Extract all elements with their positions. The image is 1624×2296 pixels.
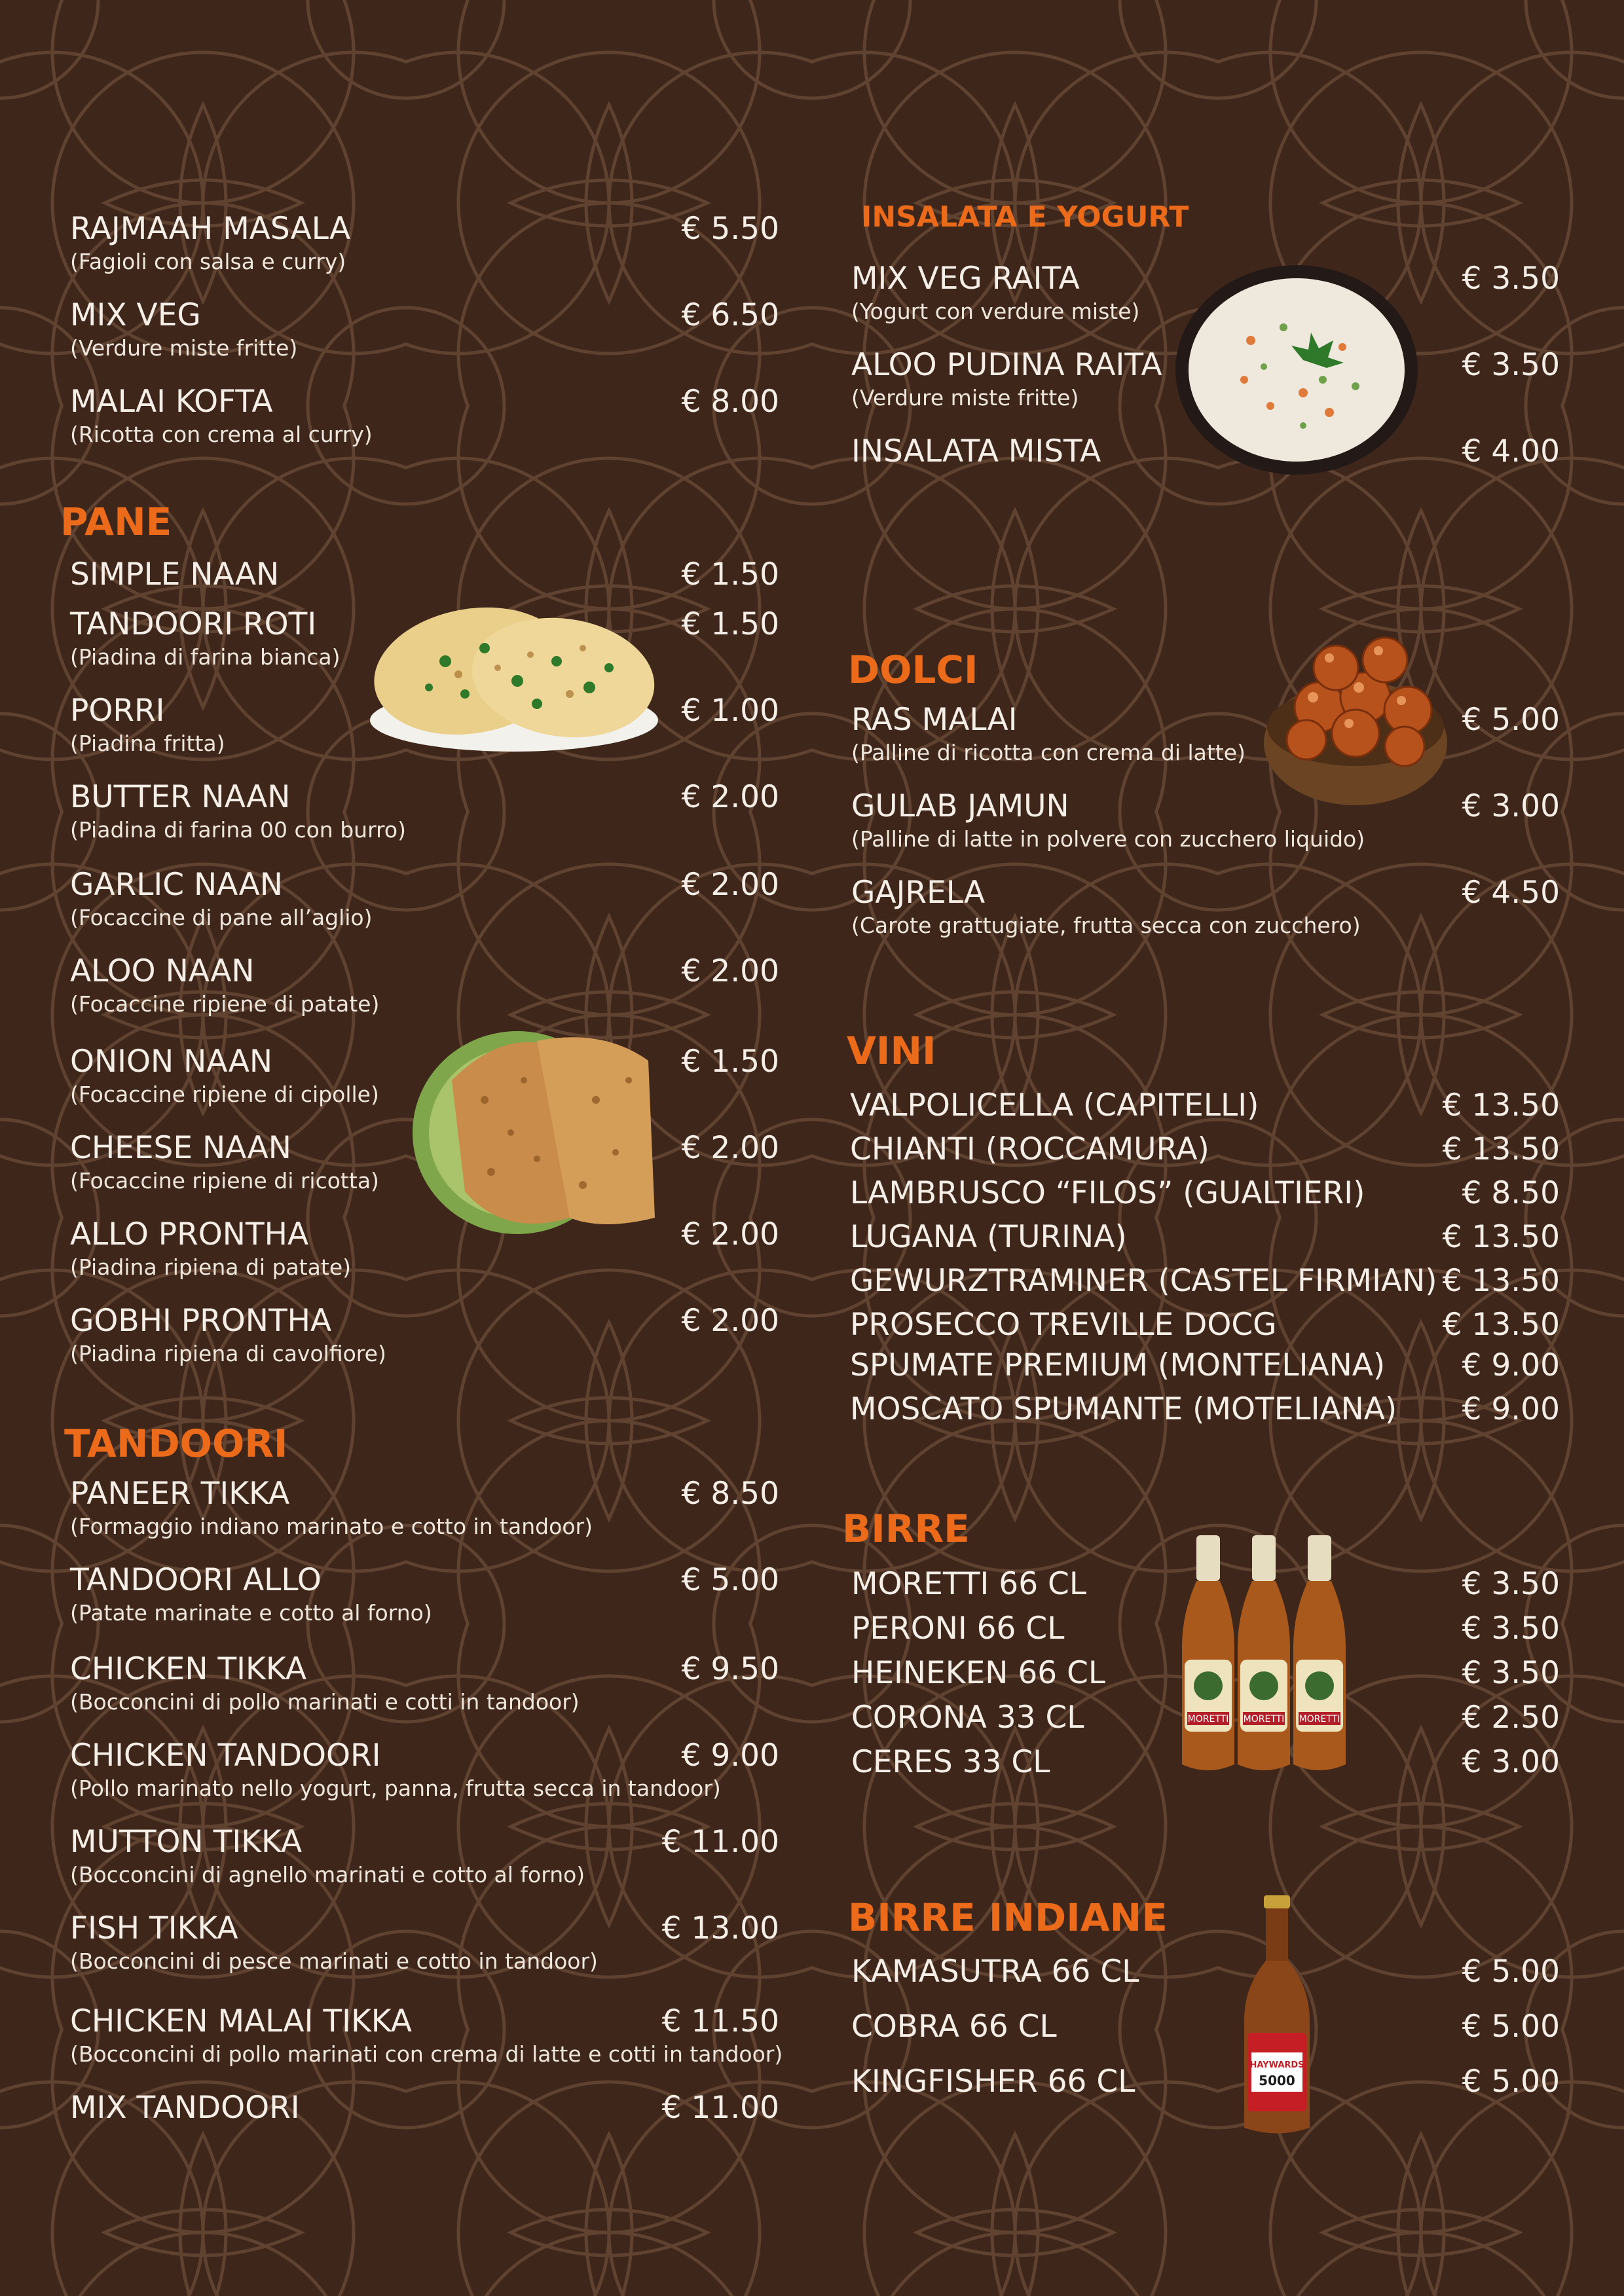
menu-item-price: € 5.00 bbox=[1462, 1954, 1560, 1990]
menu-item-name: PROSECCO TREVILLE DOCG bbox=[850, 1307, 1277, 1343]
menu-item-name: TANDOORI ROTI bbox=[70, 606, 317, 642]
menu-item-price: € 2.50 bbox=[1462, 1700, 1560, 1736]
menu-item-description: (Patate marinate e cotto al forno) bbox=[70, 1600, 432, 1626]
menu-item-description: (Bocconcini di pollo marinati con crema di latte e cotti in tandoor) bbox=[70, 2041, 783, 2067]
menu-item-price: € 1.50 bbox=[681, 556, 779, 592]
menu-item-name: ONION NAAN bbox=[70, 1044, 273, 1080]
menu-item-name: CHICKEN MALAI TIKKA bbox=[70, 2003, 412, 2039]
menu-item-description: (Bocconcini di pesce marinati e cotto in tandoor) bbox=[70, 1948, 598, 1974]
beer-bottles-icon bbox=[1175, 1535, 1352, 1777]
menu-item-name: GULAB JAMUN bbox=[851, 788, 1069, 824]
menu-item-name: RAJMAAH MASALA bbox=[70, 211, 351, 247]
menu-item-name: CHICKEN TIKKA bbox=[70, 1651, 306, 1687]
menu-item-price: € 13.50 bbox=[1442, 1307, 1560, 1343]
menu-item-name: GOBHI PRONTHA bbox=[70, 1303, 332, 1339]
menu-item-description: (Bocconcini di pollo marinati e cotti in tandoor) bbox=[70, 1689, 580, 1715]
menu-item-description: (Focaccine ripiene di patate) bbox=[70, 991, 380, 1017]
indian-beer-bottle-icon bbox=[1241, 1895, 1313, 2138]
menu-item-price: € 9.00 bbox=[681, 1738, 779, 1774]
menu-item-name: GEWURZTRAMINER (CASTEL FIRMIAN) bbox=[850, 1263, 1437, 1299]
menu-item-description: (Palline di ricotta con crema di latte) bbox=[851, 740, 1246, 765]
menu-item-price: € 13.50 bbox=[1442, 1087, 1560, 1123]
menu-item-price: € 8.50 bbox=[1462, 1175, 1560, 1211]
menu-item-name: MALAI KOFTA bbox=[70, 384, 273, 420]
section-title-dolci: DOLCI bbox=[848, 647, 978, 692]
haywards-5000-label: 5000 bbox=[1259, 2073, 1295, 2088]
menu-item-name: KAMASUTRA 66 CL bbox=[851, 1954, 1139, 1990]
menu-item-name: CERES 33 CL bbox=[851, 1744, 1050, 1780]
menu-item-description: (Ricotta con crema al curry) bbox=[70, 422, 373, 447]
menu-item-price: € 13.50 bbox=[1442, 1219, 1560, 1255]
menu-item-price: € 9.00 bbox=[1462, 1347, 1560, 1383]
menu-item-name: CHIANTI (ROCCAMURA) bbox=[850, 1131, 1209, 1167]
section-title-vini: VINI bbox=[847, 1029, 936, 1073]
menu-item-price: € 1.00 bbox=[681, 693, 779, 729]
section-title-birre-indiane: BIRRE INDIANE bbox=[848, 1895, 1168, 1940]
menu-item-name: SIMPLE NAAN bbox=[70, 556, 280, 592]
menu-item-name: MOSCATO SPUMANTE (MOTELIANA) bbox=[850, 1391, 1397, 1427]
menu-item-price: € 5.00 bbox=[1462, 702, 1560, 738]
menu-item-description: (Formaggio indiano marinato e cotto in tandoor) bbox=[70, 1514, 593, 1539]
menu-item-price: € 11.50 bbox=[661, 2003, 779, 2039]
section-title-pane: PANE bbox=[60, 500, 172, 544]
menu-item-price: € 1.50 bbox=[681, 1044, 779, 1080]
menu-item-price: € 13.50 bbox=[1442, 1263, 1560, 1299]
menu-item-name: TANDOORI ALLO bbox=[70, 1562, 322, 1598]
moretti-label-3: MORETTI bbox=[1299, 1714, 1340, 1724]
menu-item-description: (Bocconcini di agnello marinati e cotto al forno) bbox=[70, 1862, 585, 1887]
menu-item-price: € 11.00 bbox=[661, 1824, 779, 1860]
moretti-label-1: MORETTI bbox=[1187, 1714, 1229, 1724]
menu-item-name: KINGFISHER 66 CL bbox=[851, 2064, 1135, 2100]
menu-item-price: € 2.00 bbox=[681, 953, 779, 989]
menu-item-name: CHEESE NAAN bbox=[70, 1130, 291, 1166]
menu-item-price: € 3.50 bbox=[1462, 1566, 1560, 1602]
menu-item-price: € 3.00 bbox=[1462, 788, 1560, 824]
menu-item-price: € 1.50 bbox=[681, 606, 779, 642]
menu-item-price: € 5.00 bbox=[1462, 2009, 1560, 2045]
menu-item-price: € 6.50 bbox=[681, 297, 779, 333]
menu-item-name: INSALATA MISTA bbox=[851, 433, 1101, 469]
section-title-birre: BIRRE bbox=[842, 1506, 970, 1551]
menu-item-name: SPUMATE PREMIUM (MONTELIANA) bbox=[850, 1347, 1386, 1383]
section-title-tandoori: TANDOORI bbox=[64, 1421, 288, 1466]
menu-item-name: MIX VEG bbox=[70, 297, 201, 333]
menu-item-description: (Verdure miste fritte) bbox=[70, 335, 298, 361]
menu-item-name: ALOO PUDINA RAITA bbox=[851, 347, 1162, 383]
menu-item-description: (Piadina fritta) bbox=[70, 731, 225, 756]
menu-item-description: (Carote grattugiate, frutta secca con zucchero) bbox=[851, 913, 1361, 938]
menu-item-name: ALLO PRONTHA bbox=[70, 1216, 309, 1252]
menu-item-name: PANEER TIKKA bbox=[70, 1476, 290, 1512]
menu-item-name: GARLIC NAAN bbox=[70, 867, 283, 903]
menu-item-description: (Focaccine di pane all’aglio) bbox=[70, 905, 373, 930]
gulab-jamun-icon bbox=[1257, 629, 1454, 812]
menu-item-description: (Focaccine ripiene di ricotta) bbox=[70, 1168, 379, 1194]
menu-item-price: € 2.00 bbox=[681, 1130, 779, 1166]
menu-item-name: MORETTI 66 CL bbox=[851, 1566, 1087, 1602]
menu-item-description: (Yogurt con verdure miste) bbox=[851, 299, 1140, 324]
menu-item-name: MIX TANDOORI bbox=[70, 2090, 300, 2126]
menu-item-price: € 13.00 bbox=[661, 1910, 779, 1946]
menu-item-price: € 8.00 bbox=[681, 384, 779, 420]
menu-item-name: LAMBRUSCO “FILOS” (GUALTIERI) bbox=[850, 1175, 1365, 1211]
menu-item-name: GAJRELA bbox=[851, 875, 986, 911]
menu-item-name: COBRA 66 CL bbox=[851, 2009, 1057, 2045]
menu-item-price: € 2.00 bbox=[681, 867, 779, 903]
menu-item-name: LUGANA (TURINA) bbox=[850, 1219, 1127, 1255]
menu-item-price: € 2.00 bbox=[681, 1303, 779, 1339]
menu-item-price: € 3.50 bbox=[1462, 1655, 1560, 1691]
menu-item-price: € 11.00 bbox=[661, 2090, 779, 2126]
menu-item-price: € 5.00 bbox=[681, 1562, 779, 1598]
menu-item-price: € 8.50 bbox=[681, 1476, 779, 1512]
menu-item-price: € 5.00 bbox=[1462, 2064, 1560, 2100]
menu-item-name: CHICKEN TANDOORI bbox=[70, 1738, 381, 1774]
menu-item-description: (Piadina di farina bianca) bbox=[70, 644, 341, 670]
menu-item-name: PERONI 66 CL bbox=[851, 1611, 1065, 1647]
menu-item-price: € 5.50 bbox=[681, 211, 779, 247]
menu-item-price: € 2.00 bbox=[681, 779, 779, 815]
menu-item-name: FISH TIKKA bbox=[70, 1910, 238, 1946]
menu-item-name: RAS MALAI bbox=[851, 702, 1018, 738]
menu-item-price: € 13.50 bbox=[1442, 1131, 1560, 1167]
menu-item-description: (Focaccine ripiene di cipolle) bbox=[70, 1082, 379, 1107]
menu-item-price: € 3.50 bbox=[1462, 1611, 1560, 1647]
menu-item-name: MUTTON TIKKA bbox=[70, 1824, 303, 1860]
menu-item-name: HEINEKEN 66 CL bbox=[851, 1655, 1106, 1691]
naan-icon bbox=[367, 589, 661, 753]
menu-item-price: € 2.00 bbox=[681, 1216, 779, 1252]
moretti-label-2: MORETTI bbox=[1243, 1714, 1285, 1724]
paratha-icon bbox=[406, 1002, 668, 1250]
menu-item-price: € 9.50 bbox=[681, 1651, 779, 1687]
menu-item-description: (Piadina di farina 00 con burro) bbox=[70, 817, 406, 843]
menu-item-price: € 4.50 bbox=[1462, 875, 1560, 911]
menu-item-description: (Piadina ripiena di cavolfiore) bbox=[70, 1341, 386, 1366]
section-title-insalata: INSALATA E YOGURT bbox=[861, 200, 1189, 234]
menu-item-price: € 4.00 bbox=[1462, 433, 1560, 469]
haywards-label: HAYWARDS bbox=[1249, 2060, 1304, 2070]
menu-item-name: BUTTER NAAN bbox=[70, 779, 291, 815]
menu-item-name: PORRI bbox=[70, 693, 165, 729]
menu-item-price: € 3.50 bbox=[1462, 347, 1560, 383]
menu-item-description: (Fagioli con salsa e curry) bbox=[70, 249, 346, 274]
menu-item-price: € 9.00 bbox=[1462, 1391, 1560, 1427]
menu-item-price: € 3.00 bbox=[1462, 1744, 1560, 1780]
menu-item-description: (Palline di latte in polvere con zucchero liquido) bbox=[851, 826, 1365, 852]
raita-bowl-icon bbox=[1172, 262, 1421, 478]
menu-item-name: ALOO NAAN bbox=[70, 953, 255, 989]
menu-item-description: (Piadina ripiena di patate) bbox=[70, 1254, 352, 1280]
menu-item-name: MIX VEG RAITA bbox=[851, 261, 1080, 297]
menu-item-price: € 3.50 bbox=[1462, 261, 1560, 297]
menu-item-description: (Pollo marinato nello yogurt, panna, frutta secca in tandoor) bbox=[70, 1776, 721, 1801]
menu-item-name: CORONA 33 CL bbox=[851, 1700, 1084, 1736]
menu-item-name: VALPOLICELLA (CAPITELLI) bbox=[850, 1087, 1259, 1123]
menu-item-description: (Verdure miste fritte) bbox=[851, 385, 1079, 410]
